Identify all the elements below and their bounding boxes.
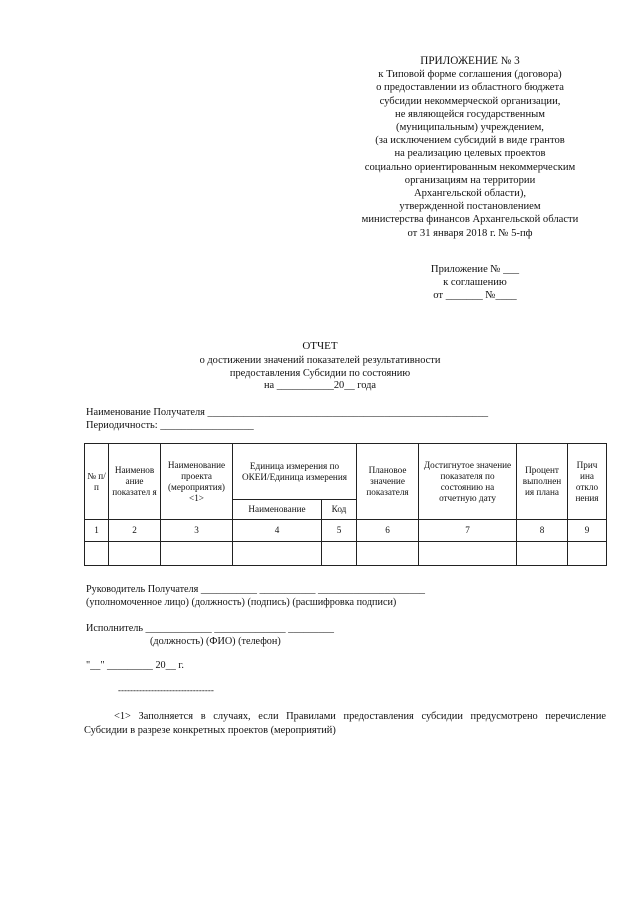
data-cell[interactable] [85, 542, 109, 566]
appendix-line: от 31 января 2018 г. № 5-пф [407, 227, 533, 239]
recipient-field[interactable]: Наименование Получателя ______________________________________________________ [86, 407, 489, 418]
head-signature-caption: (уполномоченное лицо) (должность) (подпись) (расшифровка подписи) [86, 597, 397, 608]
appendix-line: организациям на территории [404, 174, 536, 186]
report-subtitle-1: о достижении значений показателей результативности [199, 354, 441, 366]
header-num: № п/п [85, 444, 109, 520]
footnote-body: <1> Заполняется в случаях, если Правилами предоставления субсидии предусмотрено перечисление Субсидии в разрезе конкретных проектов (мероприятий) [84, 711, 606, 736]
data-cell[interactable] [109, 542, 161, 566]
appendix-line: (за исключением субсидий в виде грантов [375, 135, 565, 147]
header-unit: Единица измерения по ОКЕИ/Единица измерения [233, 444, 357, 500]
report-title-block [150, 340, 490, 393]
header-unit-name: Наименование [233, 500, 322, 520]
executor-caption: (должность) (ФИО) (телефон) [150, 636, 281, 647]
column-number: 8 [517, 520, 568, 542]
indicators-table [84, 443, 607, 566]
column-number: 5 [322, 520, 357, 542]
column-number: 2 [109, 520, 161, 542]
header-percent: Процент выполнен ия плана [517, 444, 568, 520]
appendix-header [330, 55, 610, 240]
column-number: 6 [357, 520, 419, 542]
report-subtitle-2: предоставления Субсидии по состоянию [229, 367, 411, 379]
appendix-line: на реализацию целевых проектов [394, 148, 546, 160]
column-number: 7 [419, 520, 517, 542]
attachment-agreement: к соглашению [443, 277, 507, 288]
appendix-line: не являющейся государственным [395, 108, 545, 120]
appendix-line: министерства финансов Архангельской области [361, 214, 579, 226]
appendix-line: к Типовой форме соглашения (договора) [378, 69, 562, 81]
signature-date[interactable]: "__" _________ 20__ г. [86, 660, 184, 671]
appendix-line: о предоставлении из областного бюджета [376, 82, 564, 94]
appendix-line: утвержденной постановлением [399, 201, 541, 213]
appendix-line: Архангельской области), [413, 188, 526, 200]
executor-line[interactable]: Исполнитель _____________ ______________ _________ [86, 623, 334, 634]
column-number: 9 [568, 520, 607, 542]
appendix-line: социально ориентированным некоммерческим [364, 161, 576, 173]
footnote-text [84, 710, 606, 738]
data-cell[interactable] [322, 542, 357, 566]
header-indicator: Наименов ание показател я [109, 444, 161, 520]
data-cell[interactable] [233, 542, 322, 566]
appendix-line: субсидии некоммерческой организации, [379, 95, 561, 107]
attachment-block [405, 263, 545, 302]
column-number: 3 [161, 520, 233, 542]
header-reason: Прич ина откло нения [568, 444, 607, 520]
header-project: Наименование проекта (мероприятия) <1> [161, 444, 233, 520]
data-cell[interactable] [161, 542, 233, 566]
appendix-line: (муниципальным) учреждением, [396, 122, 544, 134]
column-number: 1 [85, 520, 109, 542]
report-title: ОТЧЕТ [302, 340, 338, 352]
data-cell[interactable] [419, 542, 517, 566]
data-cell[interactable] [517, 542, 568, 566]
attachment-number: Приложение № ___ [430, 264, 520, 275]
column-number: 4 [233, 520, 322, 542]
appendix-heading: ПРИЛОЖЕНИЕ № 3 [420, 55, 520, 67]
header-achieved: Достигнутое значение показателя по состоянию на отчетную дату [419, 444, 517, 520]
head-signature-line[interactable]: Руководитель Получателя ___________ ___________ _____________________ [86, 584, 426, 595]
data-cell[interactable] [357, 542, 419, 566]
periodicity-field[interactable]: Периодичность: __________________ [86, 420, 254, 431]
report-date-line: на ___________20__ года [263, 380, 377, 392]
footnote-separator: -------------------------------- [118, 685, 214, 695]
attachment-date: от _______ №____ [433, 290, 517, 301]
data-cell[interactable] [568, 542, 607, 566]
header-planned: Плановое значение показателя [357, 444, 419, 520]
header-unit-code: Код [322, 500, 357, 520]
